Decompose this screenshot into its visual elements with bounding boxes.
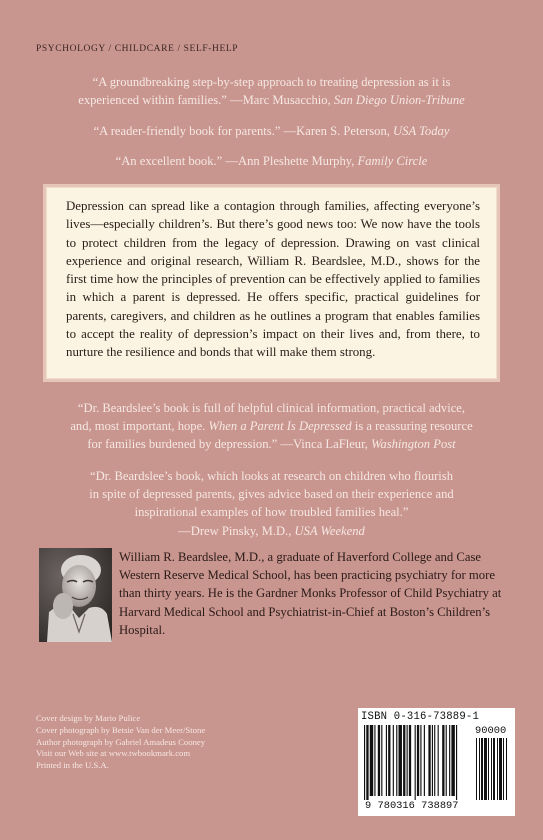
- quote-3-text: “An excellent book.” —Ann Pleshette Murphy,: [115, 154, 358, 168]
- barcode-panel: [358, 708, 515, 816]
- credit-line: Printed in the U.S.A.: [36, 760, 109, 771]
- barcode-bar: [374, 725, 375, 796]
- price-barcode-bar: [493, 738, 495, 800]
- price-barcode-bar: [499, 738, 502, 800]
- price-barcode-bar: [481, 738, 483, 800]
- quote-2-text: “A reader-friendly book for parents.” —Karen S. Peterson,: [93, 124, 394, 138]
- barcode-bar: [381, 725, 382, 796]
- price-barcode-bar: [479, 738, 480, 800]
- quote-4-book-title: When a Parent Is Depressed: [208, 419, 352, 434]
- price-barcode-bar: [484, 738, 487, 800]
- quote-4-line2-prefix: and, most important, hope.: [70, 419, 209, 434]
- book-description: Depression can spread like a contagion through families, affecting everyone’s lives—especially children’s. But there’s good news too: We now have the tools to protect children from the legacy of depression. Drawing on vast clinical experience and original research, William R. Beardslee, M.D., shows for the first time how the principles of prevention can be effectively applied to families in which a parent is depressed. He offers specific, practical guidelines for parents, caregivers, and children as he outlines a program that enables families to accept the reality of depression’s impact on their lives and, from there, to nurture the resilience and bonds that will make them strong.: [66, 199, 480, 360]
- price-barcode-bar: [503, 738, 504, 800]
- price-barcode-bar: [488, 738, 489, 800]
- barcode-bar: [393, 725, 394, 796]
- barcode-bar: [424, 725, 425, 796]
- price-barcode-bar: [497, 738, 498, 800]
- price-code: 90000: [475, 725, 507, 737]
- credit-line: Cover photograph by Betsie Van der Meer/Stone: [36, 724, 206, 735]
- price-barcode-bar: [476, 738, 477, 800]
- barcode-bar: [451, 725, 454, 796]
- quote-5-line2: in spite of depressed parents, gives advice based on their experience and: [89, 487, 454, 502]
- credit-line: Cover design by Mario Pulice: [36, 713, 141, 723]
- barcode-bar: [407, 725, 408, 796]
- barcode-bar: [415, 725, 416, 800]
- quote-2-source: USA Today: [393, 124, 450, 138]
- barcode-bar: [442, 725, 444, 796]
- quote-5-line1: “Dr. Beardslee’s book, which looks at research on children who flourish: [89, 469, 454, 483]
- quote-4-line1: “Dr. Beardslee’s book is full of helpful clinical information, practical advice,: [77, 401, 466, 415]
- cover-credits: [36, 713, 205, 772]
- barcode-bar: [434, 725, 435, 796]
- credit-line: Author photograph by Gabriel Amadeus Cooney: [36, 736, 206, 747]
- quote-5-source: USA Weekend: [294, 523, 365, 538]
- barcode-bar: [409, 725, 411, 796]
- barcode-bar: [364, 725, 365, 800]
- barcode-bar: [399, 725, 402, 796]
- price-barcode-bar: [491, 738, 492, 800]
- barcode-bar: [456, 725, 457, 800]
- isbn-label: ISBN 0-316-73889-1: [361, 711, 480, 723]
- quote-3-source: Family Circle: [357, 154, 428, 168]
- quote-4-source: Washington Post: [371, 437, 456, 452]
- review-quote-3: [40, 152, 503, 170]
- review-quote-2: [40, 122, 503, 140]
- quote-1-source: San Diego Union-Tribune: [333, 93, 465, 107]
- barcode-bar: [386, 725, 387, 796]
- quote-5-line3: inspirational examples of how troubled families heal.”: [134, 505, 409, 520]
- description-panel: [46, 187, 497, 379]
- price-barcode-bar: [506, 738, 507, 800]
- barcode-bar: [388, 725, 390, 796]
- quote-1-line1: “A groundbreaking step-by-step approach to treating depression as it is: [92, 75, 451, 89]
- author-photo: [39, 548, 112, 642]
- barcode-bar: [446, 725, 447, 796]
- quote-5-line4: —Drew Pinsky, M.D.,: [178, 523, 295, 538]
- review-quote-1: [40, 73, 503, 109]
- quote-4-line2-suffix: is a reassuring resource: [351, 419, 473, 434]
- barcode-bar: [417, 725, 419, 796]
- review-quote-5: [40, 467, 503, 540]
- barcode-bar: [378, 725, 380, 796]
- barcode-bar: [370, 725, 373, 796]
- review-quote-4: [40, 399, 503, 454]
- author-bio: William R. Beardslee, M.D., a graduate of Haverford College and Case Western Reserve Medical School, has been practicing psychiatry for more than thirty years. He is the Gardner Monks Professor of Child Psychiatry at Harvard Medical School and Psychiatrist-in-Chief at Boston’s Children’s Hospital.: [119, 550, 502, 637]
- ean-digits: 9 780316 738897: [365, 800, 459, 812]
- category-label: PSYCHOLOGY / CHILDCARE / SELF-HELP: [36, 44, 239, 54]
- barcode-bar: [396, 725, 397, 796]
- barcode-bar: [449, 725, 450, 796]
- barcode-bar: [438, 725, 439, 796]
- barcode-bar: [366, 725, 368, 800]
- quote-4-line3: for families burdened by depression.” —Vinca LaFleur,: [87, 437, 372, 452]
- credit-line: Visit our Web site at www.twbookmark.com: [36, 748, 191, 759]
- barcode-bar: [420, 725, 421, 796]
- barcode-bar: [432, 725, 433, 796]
- barcode-bar: [428, 725, 430, 796]
- quote-1-line2: experienced within families.” —Marc Musacchio,: [78, 93, 334, 107]
- barcode-bar: [403, 725, 405, 796]
